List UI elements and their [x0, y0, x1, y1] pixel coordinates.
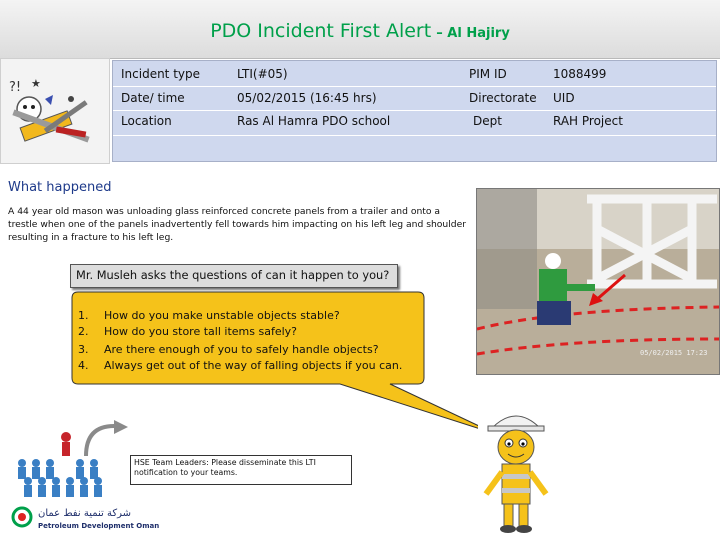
what-happened-text: A 44 year old mason was unloading glass reinforced concrete panels from a trailer and onto a trestle when one of the panels inadvertently fell towards him impacting on his left leg and shoulder resulting in a fracture to his left leg.	[8, 206, 467, 243]
value-directorate: UID	[553, 91, 575, 105]
hse-note-text: HSE Team Leaders: Please disseminate this LTI notification to your teams.	[134, 458, 316, 477]
value-dept: RAH Project	[553, 114, 623, 128]
label-dept: Dept	[473, 114, 502, 128]
question-text-4: Always get out of the way of falling objects if you can.	[104, 359, 403, 372]
logo-english-text: Petroleum Development Oman	[38, 522, 160, 530]
label-incident-type: Incident type	[121, 67, 201, 81]
label-pim-id: PIM ID	[469, 67, 507, 81]
title-main: PDO Incident First Alert	[210, 20, 432, 42]
value-location: Ras Al Hamra PDO school	[237, 114, 391, 128]
title-subtitle: – Al Hajiry	[436, 26, 510, 41]
value-incident-type: LTI(#05)	[237, 67, 288, 81]
logo-arabic-text: شركة تنمية نفط عمان	[38, 508, 131, 519]
value-date-time: 05/02/2015 (16:45 hrs)	[237, 91, 377, 105]
svg-text:★: ★	[31, 77, 41, 90]
question-banner-text: Mr. Musleh asks the questions of can it happen to you?	[76, 268, 390, 282]
question-number-1: 1.	[78, 309, 89, 322]
question-text-1: How do you make unstable objects stable?	[104, 309, 340, 322]
question-number-3: 3.	[78, 343, 89, 356]
value-pim-id: 1088499	[553, 67, 607, 81]
what-happened-heading: What happened	[8, 180, 112, 195]
safety-mascot	[478, 402, 555, 536]
question-number-2: 2.	[78, 325, 89, 338]
question-text-2: How do you store tall items safely?	[104, 325, 297, 338]
question-text-3: Are there enough of you to safely handle objects?	[104, 343, 379, 356]
svg-text:?!: ?!	[9, 80, 22, 95]
label-location: Location	[121, 114, 172, 128]
pdo-logo	[10, 505, 170, 531]
label-date-time: Date/ time	[121, 91, 185, 105]
label-directorate: Directorate	[469, 91, 537, 105]
incident-site-photo	[476, 188, 720, 375]
question-number-4: 4.	[78, 359, 89, 372]
curved-arrow-icon	[80, 420, 140, 460]
photo-date-stamp: 05/02/2015 17:23	[640, 349, 708, 357]
